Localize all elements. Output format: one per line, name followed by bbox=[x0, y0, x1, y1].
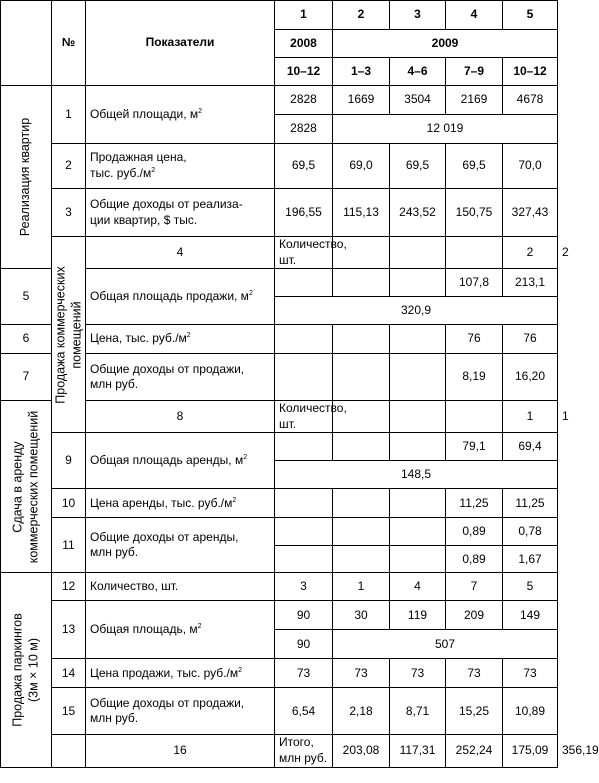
cell-empty bbox=[275, 518, 333, 546]
col-number: 3 bbox=[390, 1, 446, 30]
cell-total: 320,9 bbox=[275, 297, 558, 325]
cell-value: 6,54 bbox=[275, 688, 333, 735]
cell-empty bbox=[390, 269, 446, 297]
cell-value: 252,24 bbox=[446, 735, 503, 767]
section-apartments bbox=[1, 86, 52, 269]
cell-value: 76 bbox=[446, 325, 503, 354]
row-number: 15 bbox=[52, 688, 86, 735]
cell-value: 73 bbox=[275, 659, 333, 688]
section-parking bbox=[1, 573, 52, 767]
cell-empty bbox=[275, 269, 333, 297]
row-label: Общая площадь, $м^2$ bbox=[86, 601, 275, 659]
cell-value: 4 bbox=[390, 573, 446, 601]
header-no: № bbox=[52, 1, 86, 86]
cell-value: 1669 bbox=[333, 86, 390, 115]
cell-value: 196,55 bbox=[275, 189, 333, 237]
col-number: 1 bbox=[275, 1, 333, 30]
row-number: 9 bbox=[52, 433, 86, 489]
cell-value: 30 bbox=[333, 601, 390, 630]
cell-value: 69,5 bbox=[390, 144, 446, 189]
cell-value: 0,78 bbox=[503, 518, 558, 546]
cell-empty bbox=[333, 489, 390, 518]
cell-value: 2,18 bbox=[333, 688, 390, 735]
row-number: 1 bbox=[52, 86, 86, 144]
cell-empty bbox=[390, 325, 446, 354]
section-label: Сдача в аренду коммерческих помещений bbox=[10, 410, 40, 564]
header-corner bbox=[1, 1, 52, 86]
cell-value: 69,4 bbox=[503, 433, 558, 461]
cell-value: 10,89 bbox=[503, 688, 558, 735]
cell-value: 0,89 bbox=[446, 518, 503, 546]
cell-value: 150,75 bbox=[446, 189, 503, 237]
cell-value: 70,0 bbox=[503, 144, 558, 189]
table-row bbox=[1, 659, 558, 688]
table-row bbox=[1, 518, 558, 546]
cell-value: 73 bbox=[446, 659, 503, 688]
table-row bbox=[1, 601, 558, 630]
cell-empty bbox=[333, 325, 390, 354]
cell-value: 3504 bbox=[390, 86, 446, 115]
cell-value: 69,5 bbox=[275, 144, 333, 189]
row-number: 2 bbox=[52, 144, 86, 189]
table-row bbox=[1, 144, 558, 189]
cell-value: 1 bbox=[503, 401, 558, 433]
table-row: Сдача в аренду коммерческих помещений 8 Количество, шт. 1 1 bbox=[1, 401, 558, 433]
row-label: Количество, шт. bbox=[275, 401, 333, 433]
row-label: Цена продажи, тыс. $руб./м^2$ bbox=[86, 659, 275, 688]
cell-value: 3 bbox=[275, 573, 333, 601]
row-label: Общие доходы от продажи, млн руб. bbox=[86, 354, 275, 401]
header-row-numbers bbox=[1, 1, 558, 30]
cell-value: 1 bbox=[333, 573, 390, 601]
cell-value: 0,89 bbox=[446, 546, 503, 573]
cell-empty bbox=[333, 269, 390, 297]
cell-value: 5 bbox=[503, 573, 558, 601]
row-number: 16 bbox=[86, 735, 275, 767]
month-range: 4–6 bbox=[390, 58, 446, 86]
year-2009: 2009 bbox=[333, 30, 558, 58]
cell-empty bbox=[446, 401, 503, 433]
cell-value: 11,25 bbox=[503, 489, 558, 518]
cell-empty bbox=[333, 546, 390, 573]
month-range: 1–3 bbox=[333, 58, 390, 86]
row-number: 3 bbox=[52, 189, 86, 237]
row-number: 4 bbox=[86, 237, 275, 269]
row-label: Итого, млн руб. bbox=[275, 735, 333, 767]
cell-value: 7 bbox=[446, 573, 503, 601]
cell-value: 209 bbox=[446, 601, 503, 630]
cell-value: 69,0 bbox=[333, 144, 390, 189]
cell-value: 90 bbox=[275, 601, 333, 630]
cell-value: 69,5 bbox=[446, 144, 503, 189]
cell-empty bbox=[390, 433, 446, 461]
table-row bbox=[1, 573, 558, 601]
cell-value: 4678 bbox=[503, 86, 558, 115]
cell-value: 107,8 bbox=[446, 269, 503, 297]
month-range: 7–9 bbox=[446, 58, 503, 86]
table-row bbox=[1, 489, 558, 518]
cell-empty bbox=[446, 237, 503, 269]
row-label: Продажная цена, тыс. $руб./м^2$ bbox=[86, 144, 275, 189]
cell-empty bbox=[333, 433, 390, 461]
table-row bbox=[1, 688, 558, 735]
row-label: Общие доходы от реализа- ции квартир, $ тыс. bbox=[86, 189, 275, 237]
row-label: Общая площадь аренды, $м^2$ bbox=[86, 433, 275, 489]
cell-value: 90 bbox=[275, 630, 333, 659]
cell-value: 73 bbox=[390, 659, 446, 688]
cell-value: 327,43 bbox=[503, 189, 558, 237]
row-label: Количество, шт. bbox=[86, 573, 275, 601]
cell-empty bbox=[390, 489, 446, 518]
cell-empty bbox=[390, 237, 446, 269]
row-label: Цена аренды, тыс. $руб./м^2$ bbox=[86, 489, 275, 518]
section-rent bbox=[1, 401, 52, 573]
cell-empty bbox=[333, 518, 390, 546]
section-label: Реализация квартир bbox=[18, 117, 33, 237]
cell-value: 73 bbox=[503, 659, 558, 688]
row-label: Общие доходы от продажи, млн руб. bbox=[86, 688, 275, 735]
row-label: Общая площадь продажи, $м^2$ bbox=[86, 269, 275, 325]
row-label: Общие доходы от аренды, млн руб. bbox=[86, 518, 275, 573]
cell-empty bbox=[333, 354, 390, 401]
cell-empty bbox=[52, 735, 86, 767]
cell-empty bbox=[390, 546, 446, 573]
cell-total: 12 019 bbox=[333, 115, 558, 144]
row-label: Общей площади, $м^2$ bbox=[86, 86, 275, 144]
cell-value: 117,31 bbox=[390, 735, 446, 767]
section-label: Продажа коммерческих помещений bbox=[52, 265, 83, 404]
cell-value: 2169 bbox=[446, 86, 503, 115]
cell-empty bbox=[275, 433, 333, 461]
cell-value: 76 bbox=[503, 325, 558, 354]
row-number: 8 bbox=[86, 401, 275, 433]
col-number: 4 bbox=[446, 1, 503, 30]
cell-value: 175,09 bbox=[503, 735, 558, 767]
cell-value: 16,20 bbox=[503, 354, 558, 401]
row-label: Цена, тыс. $руб./м^2$ bbox=[86, 325, 275, 354]
cell-value: 119 bbox=[390, 601, 446, 630]
cell-value: 11,25 bbox=[446, 489, 503, 518]
cell-value: 203,08 bbox=[333, 735, 390, 767]
cell-value: 2828 bbox=[275, 86, 333, 115]
cell-empty bbox=[275, 325, 333, 354]
cell-value: 8,71 bbox=[390, 688, 446, 735]
table-row-total: 16 Итого, млн руб. 203,08 117,31 252,24 175,09 356,19 bbox=[1, 735, 558, 767]
cell-empty bbox=[275, 546, 333, 573]
cell-value: 149 bbox=[503, 601, 558, 630]
cell-empty bbox=[275, 489, 333, 518]
table-row: Продажа коммерческих помещений 4 Количество, шт. 2 2 bbox=[1, 237, 558, 269]
header-indicators: Показатели bbox=[86, 1, 275, 86]
col-number: 2 bbox=[333, 1, 390, 30]
row-number: 12 bbox=[52, 573, 86, 601]
cell-value: 79,1 bbox=[446, 433, 503, 461]
row-number: 10 bbox=[52, 489, 86, 518]
row-number: 13 bbox=[52, 601, 86, 659]
cell-empty bbox=[390, 401, 446, 433]
cell-value: 8,19 bbox=[446, 354, 503, 401]
section-commercial-sale bbox=[52, 237, 86, 433]
row-number: 6 bbox=[1, 325, 52, 354]
cell-value: 213,1 bbox=[503, 269, 558, 297]
cell-value: 15,25 bbox=[446, 688, 503, 735]
cell-total: 148,5 bbox=[275, 461, 558, 489]
cell-empty bbox=[390, 518, 446, 546]
month-range: 10–12 bbox=[503, 58, 558, 86]
cell-empty bbox=[275, 354, 333, 401]
cell-total: 507 bbox=[333, 630, 558, 659]
row-number: 7 bbox=[1, 354, 52, 401]
cell-value: 73 bbox=[333, 659, 390, 688]
table-row bbox=[1, 189, 558, 237]
section-label: Продажа паркингов (3м × 10 м) bbox=[10, 613, 40, 727]
table-row bbox=[1, 86, 558, 115]
month-range: 10–12 bbox=[275, 58, 333, 86]
row-number: 11 bbox=[52, 518, 86, 573]
cell-value: 243,52 bbox=[390, 189, 446, 237]
table-row bbox=[1, 433, 558, 461]
cell-empty bbox=[390, 354, 446, 401]
cell-value: 115,13 bbox=[333, 189, 390, 237]
cell-value: 2828 bbox=[275, 115, 333, 144]
col-number: 5 bbox=[503, 1, 558, 30]
cell-value: 2 bbox=[503, 237, 558, 269]
cell-value: 1,67 bbox=[503, 546, 558, 573]
year-2008: 2008 bbox=[275, 30, 333, 58]
row-label: Количество, шт. bbox=[275, 237, 333, 269]
row-number: 14 bbox=[52, 659, 86, 688]
row-number: 5 bbox=[1, 269, 52, 325]
